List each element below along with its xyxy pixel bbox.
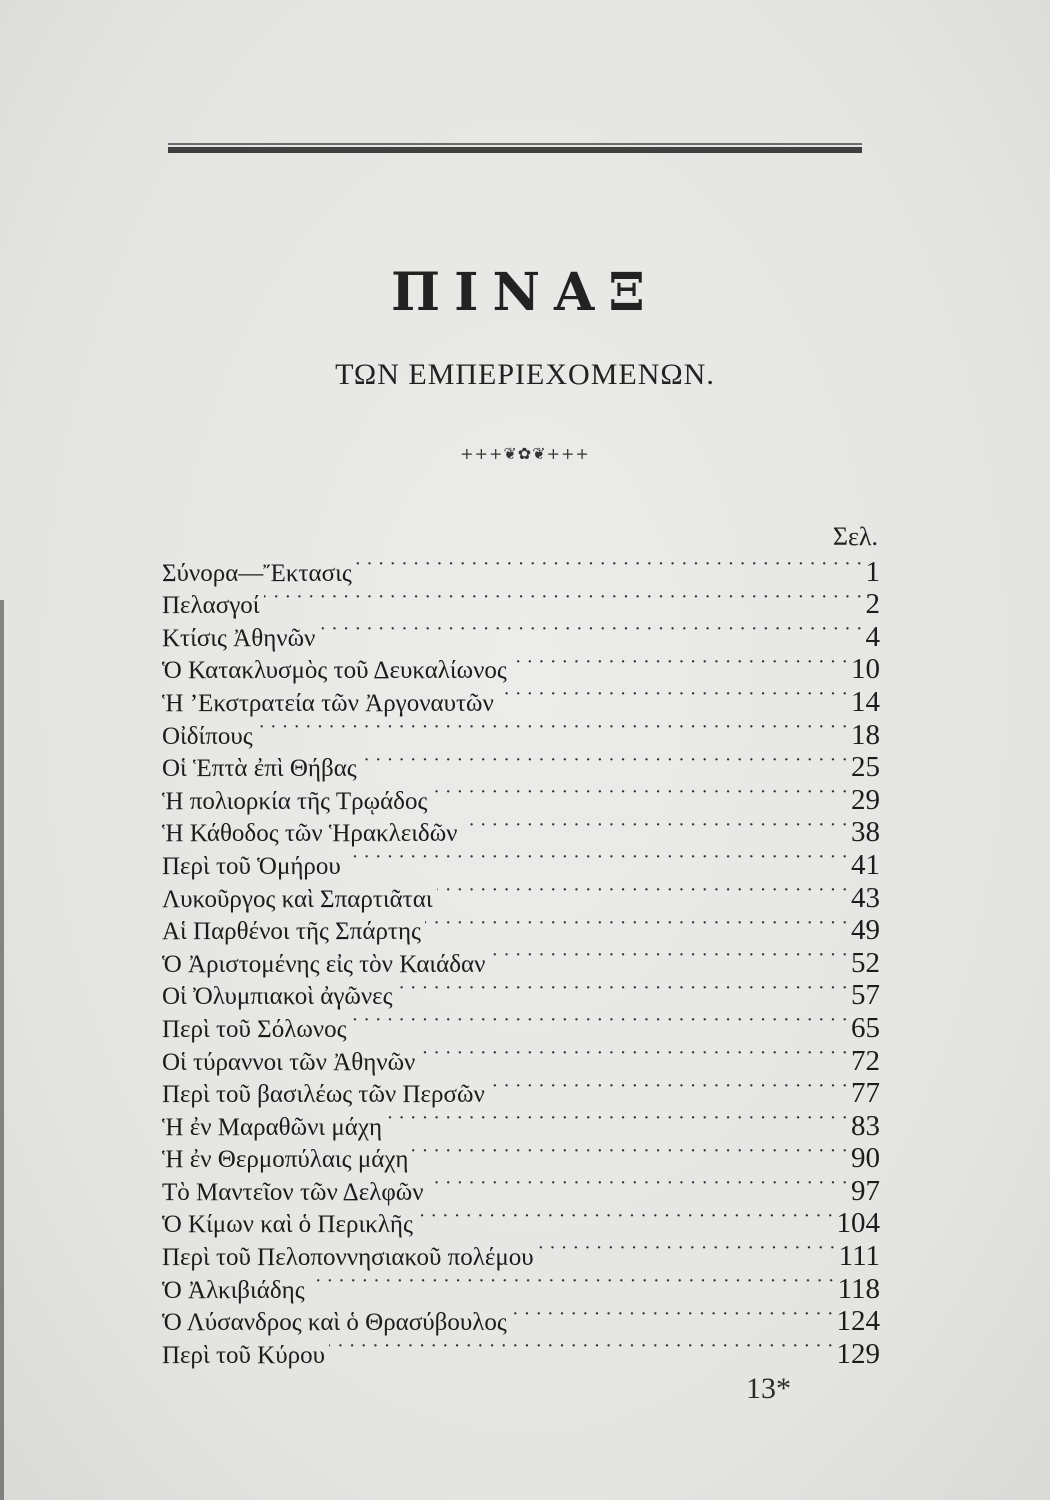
- toc-leader-dots: [419, 1037, 848, 1070]
- toc-entry-title: Τὸ Μαντεῖον τῶν Δελφῶν: [162, 1178, 424, 1206]
- toc-leader-dots: [309, 1265, 835, 1298]
- toc-leader-dots: [489, 939, 848, 972]
- toc-entry-page: 18: [851, 718, 880, 751]
- toc-leader-dots: [489, 1070, 848, 1103]
- toc-leader-dots: [511, 1298, 834, 1331]
- toc-entry-title: Ἡ ’Εκστρατεία τῶν Ἀργοναυτῶν: [162, 689, 494, 717]
- toc-leader-dots: [538, 1232, 836, 1265]
- toc-entry-page: 65: [851, 1011, 880, 1044]
- toc-entry-page: 1: [865, 555, 880, 588]
- toc-entry-title: Σύνορα—Ἔκτασις: [162, 559, 352, 587]
- toc-entry-page: 43: [851, 881, 880, 914]
- toc-entry-page: 38: [851, 816, 880, 849]
- table-of-contents: [162, 548, 880, 1370]
- toc-leader-dots: [511, 646, 848, 679]
- toc-leader-dots: [412, 1135, 848, 1168]
- page-subtitle: ΤΩΝ ΕΜΠΕΡΙΕΧΟΜΕΝΩΝ.: [335, 358, 715, 391]
- toc-entry: [162, 711, 880, 751]
- toc-entry-page: 29: [851, 783, 880, 816]
- toc-entry-title: Ἡ ἐν Μαραθῶνι μάχη: [162, 1113, 383, 1141]
- signature-mark: 13*: [746, 1372, 791, 1405]
- toc-entry-title: Ἡ ἐν Θερμοπύλαις μάχη: [162, 1146, 409, 1174]
- toc-leader-dots: [461, 809, 848, 842]
- toc-entry-page: 2: [865, 588, 880, 621]
- toc-entry-page: 72: [851, 1044, 880, 1077]
- toc-entry-page: 104: [836, 1207, 880, 1240]
- header-rule: [168, 143, 862, 155]
- toc-leader-dots: [397, 972, 848, 1005]
- toc-leader-dots: [437, 874, 848, 907]
- toc-leader-dots: [356, 548, 863, 581]
- toc-leader-dots: [386, 1102, 848, 1135]
- toc-leader-dots: [319, 613, 862, 646]
- toc-entry-page: 83: [851, 1109, 880, 1142]
- ornament-divider: +++❦✿❦+++: [460, 444, 590, 463]
- toc-entry-title: Λυκοῦργος καὶ Σπαρτιᾶται: [162, 885, 433, 913]
- toc-entry-title: Κτίσις Ἀθηνῶν: [162, 624, 316, 652]
- toc-entry: [162, 744, 880, 784]
- toc-entry-page: 10: [851, 653, 880, 686]
- toc-entry-title: Περὶ τοῦ Κύρου: [162, 1341, 325, 1369]
- toc-entry-title: Ἡ Κάθοδος τῶν Ἡρακλειδῶν: [162, 820, 458, 848]
- toc-entry-page: 14: [851, 685, 880, 718]
- toc-entry-title: Ὁ Κίμων καὶ ὁ Περικλῆς: [162, 1211, 413, 1239]
- toc-entry-title: Οἱ τύραννοι τῶν Ἀθηνῶν: [162, 1048, 416, 1076]
- toc-leader-dots: [361, 744, 848, 777]
- toc-leader-dots: [417, 1200, 834, 1233]
- toc-entry-title: Ὁ Λύσανδρος καὶ ὁ Θρασύβουλος: [162, 1309, 507, 1337]
- toc-entry-title: Πελασγοί: [162, 592, 260, 620]
- toc-leader-dots: [257, 711, 848, 744]
- toc-leader-dots: [345, 841, 848, 874]
- toc-entry-page: 57: [851, 979, 880, 1012]
- toc-entry-page: 118: [837, 1272, 880, 1305]
- toc-leader-dots: [425, 907, 848, 940]
- toc-leader-dots: [428, 1167, 848, 1200]
- toc-entry-title: Ὁ Ἀλκιβιάδης: [162, 1276, 305, 1304]
- toc-entry-page: 77: [851, 1077, 880, 1110]
- toc-leader-dots: [329, 1330, 834, 1363]
- toc-entry-page: 97: [851, 1174, 880, 1207]
- toc-entry-title: Οἱ Ὀλυμπιακοὶ ἀγῶνες: [162, 983, 393, 1011]
- toc-leader-dots: [498, 678, 848, 711]
- toc-entry-title: Περὶ τοῦ βασιλέως τῶν Περσῶν: [162, 1081, 485, 1109]
- toc-entry-page: 111: [838, 1240, 880, 1273]
- toc-entry: [162, 581, 880, 621]
- toc-entry-page: 90: [851, 1142, 880, 1175]
- toc-entry-title: Αἱ Παρθένοι τῆς Σπάρτης: [162, 918, 421, 946]
- toc-entry-page: 49: [851, 914, 880, 947]
- toc-leader-dots: [264, 581, 863, 614]
- toc-entry-title: Οἰδίπους: [162, 722, 253, 750]
- toc-entry-page: 52: [851, 946, 880, 979]
- toc-entry-title: Ὁ Ἀριστομένης εἰς τὸν Καιάδαν: [162, 950, 486, 978]
- toc-entry-page: 124: [836, 1305, 880, 1338]
- toc-entry-page: 25: [851, 751, 880, 784]
- toc-entry-title: Περὶ τοῦ Ὁμήρου: [162, 852, 341, 880]
- page-binding-edge: [0, 600, 4, 1500]
- toc-entry-title: Οἱ Ἑπτὰ ἐπὶ Θήβας: [162, 755, 357, 783]
- toc-entry-page: 129: [836, 1337, 880, 1370]
- toc-leader-dots: [431, 776, 848, 809]
- toc-entry-page: 4: [865, 620, 880, 653]
- toc-entry-page: 41: [851, 848, 880, 881]
- toc-entry-title: Ὁ Κατακλυσμὸς τοῦ Δευκαλίωνος: [162, 657, 507, 685]
- toc-entry-title: Ἡ πολιορκία τῆς Τρῳάδος: [162, 787, 428, 815]
- toc-leader-dots: [351, 1004, 848, 1037]
- toc-entry: [162, 613, 880, 653]
- toc-entry: [162, 548, 880, 588]
- page-column-label: Σελ.: [832, 522, 878, 551]
- page-title: ΠΙΝΑΞ: [391, 262, 659, 323]
- toc-entry-title: Περὶ τοῦ Σόλωνος: [162, 1015, 347, 1043]
- toc-entry-title: Περὶ τοῦ Πελοποννησιακοῦ πολέμου: [162, 1244, 534, 1272]
